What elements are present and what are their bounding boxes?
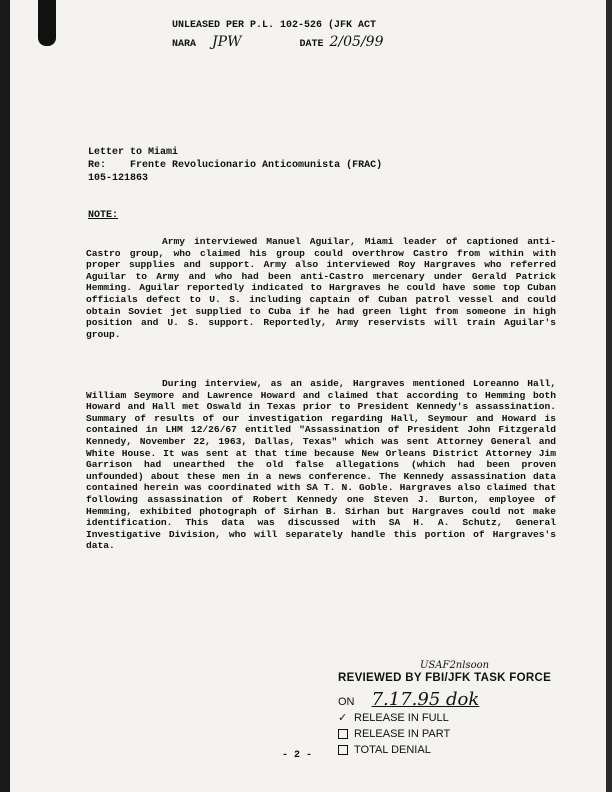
letter-header bbox=[88, 146, 382, 185]
option-total-denial bbox=[338, 742, 558, 758]
review-stamp bbox=[338, 660, 558, 756]
letter-title: Letter to Miami bbox=[88, 147, 179, 158]
option-release-part bbox=[338, 726, 558, 742]
on-label: ON bbox=[338, 696, 355, 708]
subject-line bbox=[88, 159, 382, 172]
release-stamp bbox=[172, 18, 412, 53]
paragraph-1: Army interviewed Manuel Aguilar, Miami leader of captioned anti-Castro group, who claimed his group could overthrow Castro from within with proper supplies and support. Army also interviewed Roy Hargraves who referred Aguilar to Army and who had been anti-Castro mercenary under Gerald Patrick Hemming. Aguilar reportedly indicated to Hargraves he could have some top Cuban officials defect to U. S. including captain of Cuban patrol vessel and could obtain Soviet jet supplied to Cuba if he had green light from someone in high position and U. S. support. Reportedly, Army reservists will train Aguilar's group. bbox=[86, 236, 556, 340]
reviewer-signature: USAF2nlsoon bbox=[420, 660, 490, 671]
scan-edge-left bbox=[0, 0, 10, 792]
release-stamp-line1: UNLEASED PER P.L. 102-526 (JFK ACT bbox=[172, 20, 377, 31]
date-value: 2/05/99 bbox=[329, 34, 384, 50]
page-number: - 2 - bbox=[282, 750, 313, 761]
option-release-full bbox=[338, 710, 558, 726]
empty-checkbox-icon bbox=[338, 745, 348, 755]
date-label: DATE bbox=[299, 39, 324, 50]
nara-initials: JPW bbox=[212, 34, 242, 50]
review-date: 7.17.95 dok bbox=[371, 689, 480, 710]
punch-hole bbox=[38, 0, 56, 46]
review-date-row bbox=[338, 689, 558, 710]
paragraph-2: During interview, as an aside, Hargraves mentioned Loreanno Hall, William Seymore and Lawrence Howard and claimed that according to Hemming both Howard and Hall met Oswald in Texas prior to President Kennedy's assassination. Summary of results of our investigation regarding Hall, Seymour and Howard is contained in LHM 12/26/67 entitled "Assassination of President John Fitzgerald Kennedy, November 22, 1963, Dallas, Texas" which was sent Attorney General and White House. It was sent at that time because New Orleans District Attorney Jim Garrison had unearthed the old false allegations (which had been proven unfounded) about these men in a news conference. The Kennedy assassination data contained herein was coordinated with SA T. N. Goble. Hargraves also claimed that following assassination of Robert Kennedy one Steven J. Burton, employee of Hemming, exhibited photograph of Sirhan B. Sirhan but Hargraves could not make identification. This data was discussed with SA H. A. Schutz, General Investigative Division, who will separately handle this portion of Hargraves's data. bbox=[86, 378, 556, 552]
option-label: RELEASE IN FULL bbox=[354, 712, 449, 724]
nara-label: NARA bbox=[172, 39, 197, 50]
release-stamp-line2 bbox=[172, 34, 412, 53]
review-title: REVIEWED BY FBI/JFK TASK FORCE bbox=[338, 672, 552, 684]
re-subject: Frente Revolucionario Anticomunista (FRAC) bbox=[130, 160, 383, 171]
scan-edge-right bbox=[606, 0, 612, 792]
empty-checkbox-icon bbox=[338, 729, 348, 739]
checkmark-icon: ✓ bbox=[338, 712, 348, 724]
option-label: TOTAL DENIAL bbox=[354, 744, 431, 756]
note-heading: NOTE: bbox=[88, 210, 119, 221]
re-label: Re: bbox=[88, 160, 107, 171]
option-label: RELEASE IN PART bbox=[354, 728, 451, 740]
file-number: 105-121863 bbox=[88, 173, 149, 184]
